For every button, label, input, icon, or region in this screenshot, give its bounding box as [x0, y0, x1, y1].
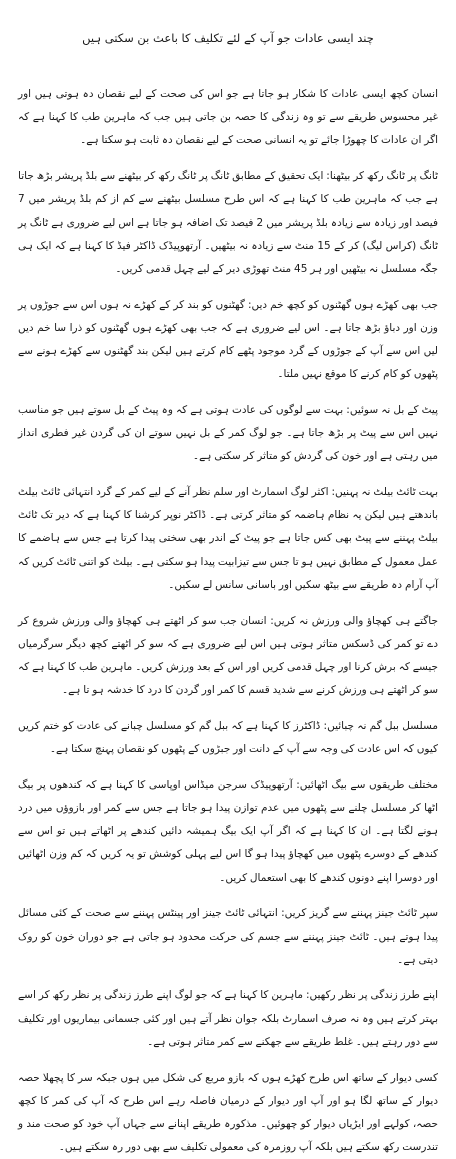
paragraph-bag-carrying: مختلف طریقوں سے بیگ اٹھائیں: آرتھوپیڈک سرجن میڈاس اوپاسی کا کہنا ہے کہ کندھوں پر بیگ اٹھا کر مسلسل چلنے سے پٹھوں میں عدم توازن پیدا ہو جاتا ہے جس سے کمر اور بازوؤں میں درد ہونے لگتا ہے۔ ان کا کہنا ہے کہ اگر آپ ایک بیگ ہمیشہ دائیں کندھے پر اٹھاتے ہیں تو اس سے کندھے کے دوسرے پٹھوں میں کھچاؤ پیدا ہو گا اس لیے پہلی کوشش تو یہ کریں کہ کم وزن اٹھائیں اور دوسرا اپنے دونوں کندھے کا بھی استعمال کریں۔ — [18, 778, 438, 884]
paragraph-bubble-gum: مسلسل ببل گم نہ چبائیں: ڈاکٹرز کا کہنا ہے کہ ببل گم کو مسلسل چبانے کی عادت کو ختم کریں کیوں کہ اس عادت کی وجہ سے آپ کے دانت اور جبڑوں کے پٹھوں کو نقصان پہنچ سکتا ہے۔ — [18, 719, 438, 756]
article-title: چند ایسی عادات جو آپ کے لئے تکلیف کا باعث بن سکتی ہیں — [82, 31, 374, 45]
paragraph-knees: جب بھی کھڑے ہوں گھٹنوں کو کچھ خم دیں: گھٹنوں کو بند کر کے کھڑے نہ ہوں اس سے جوڑوں پر وزن اور دباؤ بڑھ جاتا ہے۔ اس لیے ضروری ہے کہ جب بھی کھڑے ہوں گھٹنوں کو ذرا سا خم دیں لیں اس سے آپ کے جوڑوں کے گرد موجود پٹھے کام کرتے ہیں لیکن بند گھٹنوں سے کھڑے ہونے سے پٹھوں کو کام کرنے کا موقع نہیں ملتا۔ — [18, 298, 438, 381]
paragraph-tight-belt: بہت ٹائٹ بیلٹ نہ پہنیں: اکثر لوگ اسمارٹ اور سلم نظر آنے کے لیے کمر کے گرد انتہائی ٹائٹ بیلٹ باندھتے ہیں لیکن یہ نظام ہاضمہ کو متاثر کرتی ہے۔ ڈاکٹر نوپر کرشنا کا کہنا ہے کہ دیر تک ٹائٹ بیلٹ پہننے سے پیٹ بھی کس جاتا ہے جو پیٹ کے اندر بھی سختی پیدا کرتا ہے جس سے ہاضمے کا عمل معمول کے مطابق نہیں ہو تا جس سے تیزابیت پیدا ہو سکتی ہے۔ بیلٹ کو اتنی ٹائٹ کریں کہ آپ آرام دہ طریقے سے بیٹھ سکیں اور باسانی سانس لے سکیں۔ — [18, 486, 438, 591]
paragraph-intro: انسان کچھ ایسی عادات کا شکار ہو جاتا ہے جو اس کی صحت کے لیے نقصان دہ ہوتی ہیں اور غیر محسوس طریقے سے تو وہ زندگی کا حصہ بن جاتی ہیں جب کہ ماہرین طب کا کہنا ہے کہ اگر ان عادات کا چھوڑا جائے تو یہ انسانی صحت کے لیے نقصان دہ ثابت ہو سکتا ہے۔ — [18, 88, 438, 147]
paragraph-cross-legs: ٹانگ پر ٹانگ رکھ کر بیٹھنا: ایک تحقیق کے مطابق ٹانگ پر ٹانگ رکھ کر بیٹھنے سے بلڈ پریشر بڑھ جاتا ہے جب کہ ماہرین طب کا کہنا ہے کہ اس طرح مسلسل بیٹھنے سے کم از کم بلڈ پریشر میں 7 فیصد اور زیادہ سے زیادہ بلڈ پریشر میں 2 فیصد تک اضافہ ہو جاتا ہے اس لیے ضروری ہے ٹانگ پر ٹانگ (کراس لیگ) کر کے 15 منٹ سے زیادہ نہ بیٹھیں۔ آرتھوپیڈک ڈاکٹر فیڈ کا کہنا ہے کہ ایک ہی جگہ مسلسل نہ بیٹھیں اور ہر 45 منٹ تھوڑی دیر کے لیے چہل قدمی کریں۔ — [18, 170, 439, 275]
paragraph-morning-exercise: جاگتے ہی کھچاؤ والی ورزش نہ کریں: انسان جب سو کر اٹھتے ہی کھچاؤ والی ورزش شروع کر دے تو کمر کی ڈسکس متاثر ہوتی ہیں اس لیے ضروری ہے کہ سو کر اٹھتے کچھ دیگر سرگرمیاں جیسے کہ برش کرنا اور چہل قدمی کریں اور اس کے بعد ورزش کریں۔ ماہرین طب کا کہنا ہے کہ سو کر اٹھتے ہی ورزش کرنے سے شدید قسم کا کمر اور گردن کا درد کا خدشہ ہو تا ہے۔ — [18, 614, 438, 697]
paragraph-wall-posture: کسی دیوار کے ساتھ اس طرح کھڑے ہوں کہ بازو مربع کی شکل میں ہوں جبکہ سر کا پچھلا حصہ دیوار کے ساتھ لگا ہو اور آپ اور دیوار کے درمیان فاصلہ رہے اس طرح کہ آپ کی کمر کا کچھ حصہ، کولہے اور ایڑیاں دیوار کو چھوئیں۔ مذکورہ طریقے اپنانے سے جہاں آپ خود کو صحت مند و تندرست رکھ سکتے ہیں بلکہ آپ روزمرہ کی معمولی تکلیف سے بھی دور رہ سکتے ہیں۔ — [18, 1071, 438, 1154]
paragraph-stomach-sleeping: پیٹ کے بل نہ سوئیں: بہت سے لوگوں کی عادت ہوتی ہے کہ وہ پیٹ کے بل سوتے ہیں جو مناسب نہیں اس سے پیٹ پر بڑھ جاتا ہے۔ جو لوگ کمر کے بل نہیں سوتے ان کی گردن غیر فطری انداز میں رہتی ہے اور خون کی گردش کو متاثر کر سکتی ہے۔ — [18, 403, 438, 463]
paragraph-tight-jeans: سپر ٹائٹ جینز پہننے سے گریز کریں: انتہائی ٹائٹ جینز اور پینٹس پہننے سے صحت کے کئی مسائل پیدا ہوتے ہیں۔ ٹائٹ جینز پہننے سے جسم کی حرکت محدود ہو جاتی ہے جو دوران خون کو روک دیتی ہے۔ — [18, 907, 438, 966]
paragraph-lifestyle: اپنے طرز زندگی پر نظر رکھیں: ماہرین کا کہنا ہے کہ جو لوگ اپنے طرز زندگی پر نظر رکھ کر اسے بہتر کرتے ہیں وہ نہ صرف اسمارٹ بلکہ جوان نظر آتے ہیں اور کئی جسمانی بیماریوں اور تکلیف سے دور رہتے ہیں۔ غلط طریقے سے جھکنے سے کمر متاثر ہوتی ہے۔ — [18, 989, 438, 1048]
